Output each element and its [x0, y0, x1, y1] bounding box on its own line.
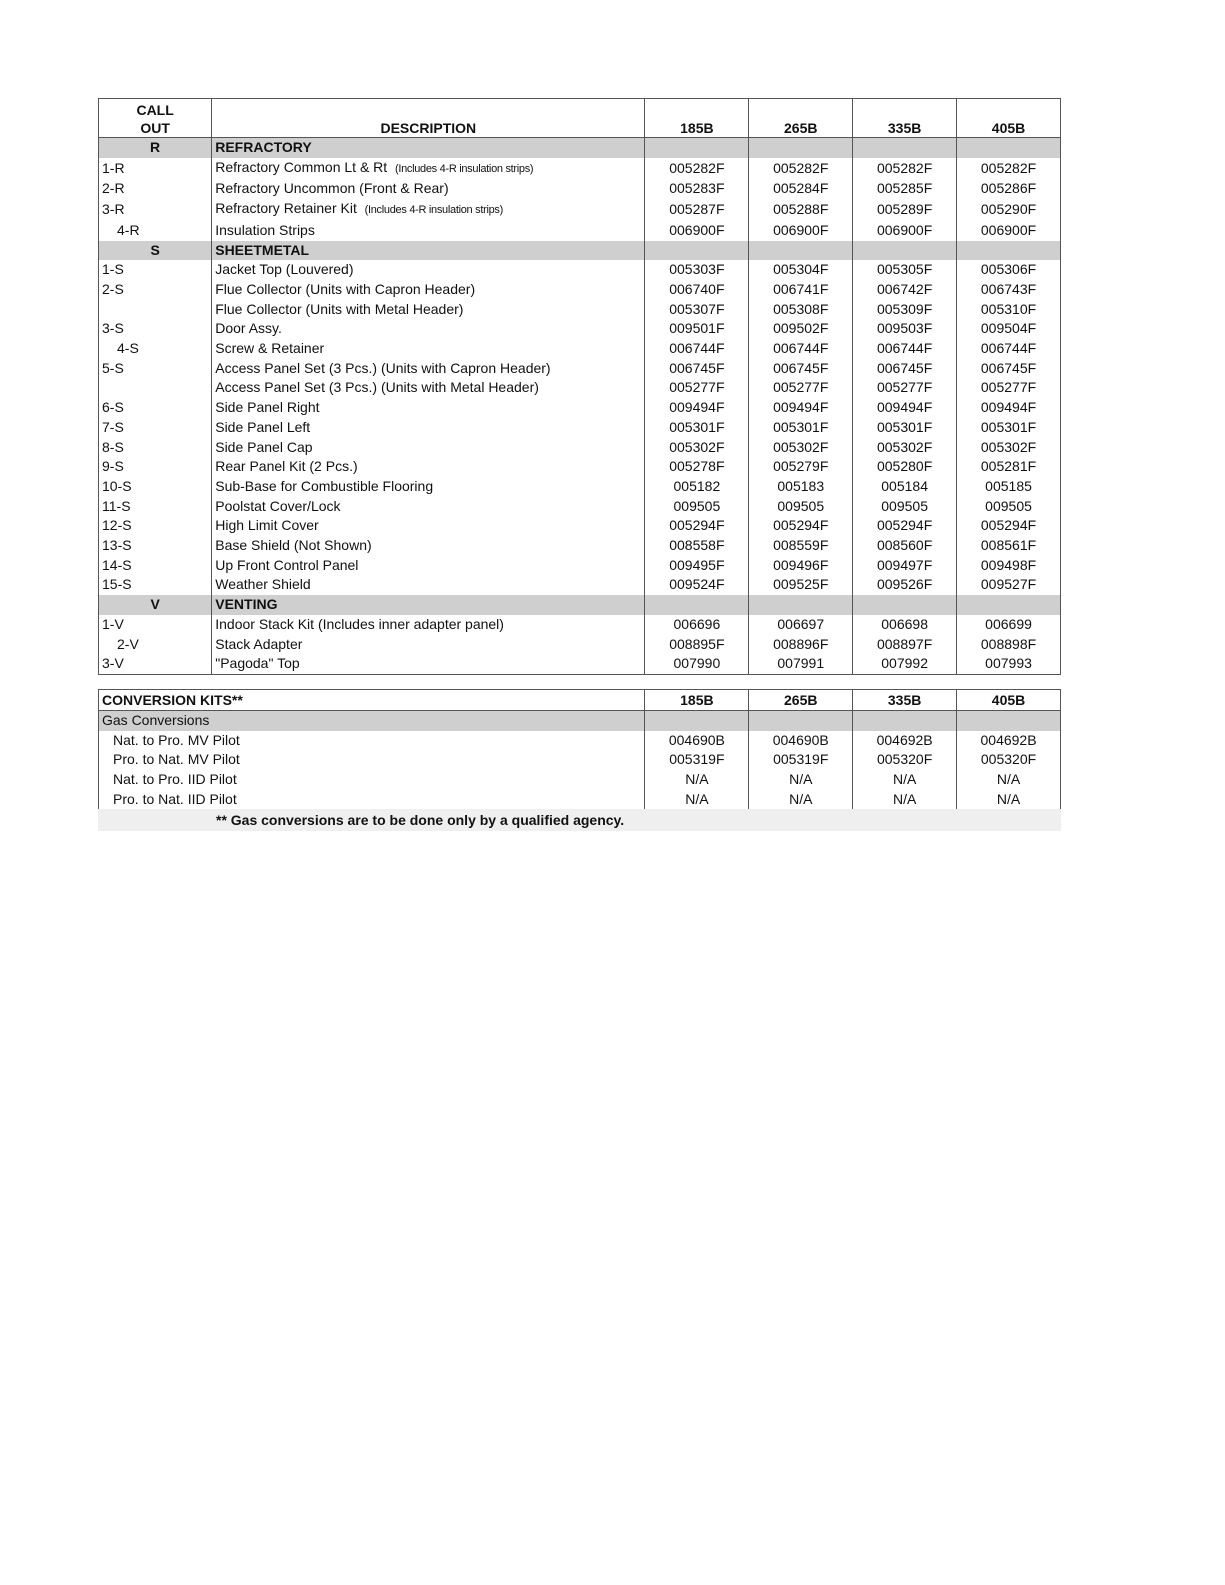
part-number-cell: 005302F [645, 438, 749, 458]
part-number-cell: N/A [749, 770, 853, 790]
table-row [99, 339, 1061, 359]
call-out-cell: 11-S [99, 497, 212, 517]
subsection-title: Gas Conversions [99, 711, 645, 731]
table-row [99, 497, 1061, 517]
call-out-cell: 2-V [99, 635, 212, 655]
part-number-cell: 005319F [645, 750, 749, 770]
table-row [99, 575, 1061, 595]
part-number-cell: 006745F [957, 359, 1061, 379]
call-out-cell: 4-R [99, 221, 212, 241]
part-number-cell: 005301F [853, 418, 957, 438]
description-text: Flue Collector (Units with Capron Header) [215, 280, 476, 297]
part-number-cell: 007990 [645, 654, 749, 674]
call-out-cell: 6-S [99, 398, 212, 418]
table-row [99, 280, 1061, 300]
description-cell: Pro. to Nat. MV Pilot [99, 750, 645, 770]
conversion-kits-title: CONVERSION KITS** [99, 690, 645, 711]
call-out-cell: 2-R [99, 179, 212, 199]
part-number-cell: 009497F [853, 556, 957, 576]
description-text: "Pagoda" Top [215, 655, 300, 672]
part-number-cell: 009503F [853, 319, 957, 339]
conversion-kits-body [99, 711, 1061, 811]
part-number-cell: 005182 [645, 477, 749, 497]
description-cell [212, 158, 645, 180]
description-cell: Nat. to Pro. IID Pilot [99, 770, 645, 790]
table-row [99, 516, 1061, 536]
part-number-cell: 005288F [749, 199, 853, 221]
section-code: V [99, 595, 212, 615]
table-row [99, 179, 1061, 199]
description-cell [212, 378, 645, 398]
part-number-cell: 005285F [853, 179, 957, 199]
part-number-cell: 005294F [957, 516, 1061, 536]
call-out-cell [99, 300, 212, 320]
description-text: Jacket Top (Louvered) [215, 261, 354, 278]
part-number-cell: 005294F [645, 516, 749, 536]
description-cell [212, 615, 645, 635]
part-number-cell: 009495F [645, 556, 749, 576]
part-number-cell: 005302F [957, 438, 1061, 458]
section-title: SHEETMETAL [212, 241, 645, 261]
part-number-cell: N/A [645, 770, 749, 790]
section-row [99, 241, 1061, 261]
description-cell [212, 300, 645, 320]
footnote [98, 809, 1061, 831]
part-number-cell: 008559F [749, 536, 853, 556]
part-number-cell: 009505 [853, 497, 957, 517]
call-out-cell: 3-S [99, 319, 212, 339]
description-text: High Limit Cover [215, 517, 319, 534]
table-row [99, 359, 1061, 379]
part-number-cell: 008897F [853, 635, 957, 655]
description-note: (Includes 4-R insulation strips) [364, 204, 503, 217]
table-row [99, 319, 1061, 339]
part-number-cell: 005320F [957, 750, 1061, 770]
section-cell [645, 711, 749, 731]
part-number-cell: 006900F [749, 221, 853, 241]
call-out-cell: 2-S [99, 280, 212, 300]
part-number-cell: 005277F [645, 378, 749, 398]
description-text: Insulation Strips [215, 221, 315, 238]
table-row [99, 790, 1061, 810]
part-number-cell: 005277F [749, 378, 853, 398]
section-cell [645, 241, 749, 261]
part-number-cell: 005290F [957, 199, 1061, 221]
part-number-cell: 009524F [645, 575, 749, 595]
subsection-row [99, 711, 1061, 731]
part-number-cell: 009498F [957, 556, 1061, 576]
part-number-cell: 005301F [957, 418, 1061, 438]
description-text: Indoor Stack Kit (Includes inner adapter panel) [215, 615, 504, 632]
part-number-cell: 005282F [645, 158, 749, 180]
part-number-cell: 005301F [749, 418, 853, 438]
part-number-cell: 009496F [749, 556, 853, 576]
part-number-cell: 009502F [749, 319, 853, 339]
description-cell [212, 319, 645, 339]
section-cell [957, 595, 1061, 615]
part-number-cell: N/A [645, 790, 749, 810]
call-out-cell: 1-R [99, 158, 212, 180]
part-number-cell: N/A [853, 770, 957, 790]
part-number-cell: N/A [957, 770, 1061, 790]
part-number-cell: 009494F [749, 398, 853, 418]
description-cell [212, 280, 645, 300]
table-row [99, 731, 1061, 751]
table-row [99, 300, 1061, 320]
section-cell [853, 595, 957, 615]
model-header: 335B [853, 99, 957, 138]
section-cell [853, 711, 957, 731]
model-header: 185B [645, 99, 749, 138]
part-number-cell: 009494F [957, 398, 1061, 418]
part-number-cell: 005289F [853, 199, 957, 221]
parts-table [98, 98, 1061, 675]
part-number-cell: 005308F [749, 300, 853, 320]
description-text: Up Front Control Panel [215, 556, 359, 573]
description-cell [212, 635, 645, 655]
part-number-cell: N/A [749, 790, 853, 810]
part-number-cell: 006900F [645, 221, 749, 241]
part-number-cell: 005319F [749, 750, 853, 770]
part-number-cell: 005282F [749, 158, 853, 180]
part-number-cell: 006699 [957, 615, 1061, 635]
table-row [99, 260, 1061, 280]
call-out-cell: 8-S [99, 438, 212, 458]
model-header: 265B [749, 99, 853, 138]
model-header: 405B [957, 99, 1061, 138]
model-header: 335B [853, 690, 957, 711]
description-cell [212, 575, 645, 595]
part-number-cell: 008558F [645, 536, 749, 556]
call-out-cell: 1-V [99, 615, 212, 635]
part-number-cell: 005278F [645, 457, 749, 477]
parts-table-header [99, 99, 1061, 138]
part-number-cell: 009525F [749, 575, 853, 595]
table-row [99, 418, 1061, 438]
description-text: Door Assy. [215, 320, 282, 337]
section-title: VENTING [212, 595, 645, 615]
part-number-cell: 004692B [853, 731, 957, 751]
section-code: R [99, 138, 212, 158]
part-number-cell: 009494F [645, 398, 749, 418]
part-number-cell: 009527F [957, 575, 1061, 595]
description-text: Stack Adapter [215, 635, 303, 652]
part-number-cell: 008896F [749, 635, 853, 655]
part-number-cell: 005286F [957, 179, 1061, 199]
description-cell [212, 654, 645, 674]
part-number-cell: 006900F [957, 221, 1061, 241]
part-number-cell: N/A [957, 790, 1061, 810]
description-cell [212, 179, 645, 199]
call-out-cell: 4-S [99, 339, 212, 359]
part-number-cell: 005306F [957, 260, 1061, 280]
part-number-cell: 005301F [645, 418, 749, 438]
part-number-cell: 008560F [853, 536, 957, 556]
part-number-cell: 005185 [957, 477, 1061, 497]
description-cell [212, 497, 645, 517]
call-out-cell: 10-S [99, 477, 212, 497]
description-text: Rear Panel Kit (2 Pcs.) [215, 458, 358, 475]
part-number-cell: 006900F [853, 221, 957, 241]
table-row [99, 654, 1061, 674]
description-note: (Includes 4-R insulation strips) [394, 162, 534, 175]
part-number-cell: 006744F [645, 339, 749, 359]
call-out-cell: 7-S [99, 418, 212, 438]
part-number-cell: 005284F [749, 179, 853, 199]
call-out-cell: 12-S [99, 516, 212, 536]
description-cell [212, 398, 645, 418]
description-text: Access Panel Set (3 Pcs.) (Units with Metal Header) [215, 379, 539, 396]
part-number-cell: 005283F [645, 179, 749, 199]
part-number-cell: 006742F [853, 280, 957, 300]
part-number-cell: 004690B [749, 731, 853, 751]
description-cell [212, 477, 645, 497]
table-row [99, 221, 1061, 241]
part-number-cell: 009505 [645, 497, 749, 517]
section-cell [957, 711, 1061, 731]
section-cell [749, 138, 853, 158]
call-out-cell: 5-S [99, 359, 212, 379]
table-row [99, 556, 1061, 576]
part-number-cell: 009526F [853, 575, 957, 595]
section-row [99, 595, 1061, 615]
part-number-cell: 004690B [645, 731, 749, 751]
part-number-cell: 006744F [853, 339, 957, 359]
table-row [99, 536, 1061, 556]
part-number-cell: 005320F [853, 750, 957, 770]
part-number-cell: 006696 [645, 615, 749, 635]
description-text: Side Panel Cap [215, 438, 313, 455]
part-number-cell: 007993 [957, 654, 1061, 674]
part-number-cell: 006697 [749, 615, 853, 635]
description-text: Base Shield (Not Shown) [215, 537, 372, 554]
table-row [99, 158, 1061, 180]
part-number-cell: 005282F [853, 158, 957, 180]
model-header: 185B [645, 690, 749, 711]
description-text: Weather Shield [215, 576, 311, 593]
section-cell [749, 711, 853, 731]
description-cell [212, 359, 645, 379]
part-number-cell: 005279F [749, 457, 853, 477]
description-cell [212, 339, 645, 359]
description-header: DESCRIPTION [212, 99, 645, 138]
part-number-cell: 005184 [853, 477, 957, 497]
part-number-cell: 006744F [749, 339, 853, 359]
part-number-cell: 005294F [853, 516, 957, 536]
call-out-cell [99, 378, 212, 398]
table-row [99, 750, 1061, 770]
description-text: Access Panel Set (3 Pcs.) (Units with Capron Header) [215, 359, 551, 376]
description-cell [212, 199, 645, 221]
part-number-cell: 005309F [853, 300, 957, 320]
part-number-cell: 005310F [957, 300, 1061, 320]
part-number-cell: 006741F [749, 280, 853, 300]
section-cell [749, 595, 853, 615]
part-number-cell: 009505 [749, 497, 853, 517]
part-number-cell: 005281F [957, 457, 1061, 477]
table-row [99, 457, 1061, 477]
part-number-cell: 005277F [853, 378, 957, 398]
part-number-cell: 005307F [645, 300, 749, 320]
table-row [99, 477, 1061, 497]
table-row [99, 635, 1061, 655]
description-text: Side Panel Right [215, 399, 320, 416]
description-text: Side Panel Left [215, 418, 311, 435]
call-out-cell: 14-S [99, 556, 212, 576]
description-text: Refractory Uncommon (Front & Rear) [215, 180, 449, 197]
part-number-cell: 005294F [749, 516, 853, 536]
part-number-cell: 005280F [853, 457, 957, 477]
footnote-text: ** Gas conversions are to be done only by a qualified agency. [216, 812, 625, 828]
description-text: Refractory Common Lt & Rt [215, 158, 388, 175]
table-row [99, 438, 1061, 458]
conversion-kits-header [99, 690, 1061, 711]
part-number-cell: 008898F [957, 635, 1061, 655]
part-number-cell: 006744F [957, 339, 1061, 359]
part-number-cell: 008895F [645, 635, 749, 655]
part-number-cell: 007992 [853, 654, 957, 674]
part-number-cell: 005305F [853, 260, 957, 280]
call-out-cell: 13-S [99, 536, 212, 556]
description-cell [212, 221, 645, 241]
part-number-cell: 006745F [853, 359, 957, 379]
call-out-cell: 1-S [99, 260, 212, 280]
description-text: Flue Collector (Units with Metal Header) [215, 300, 464, 317]
section-cell [749, 241, 853, 261]
part-number-cell: 008561F [957, 536, 1061, 556]
section-title: REFRACTORY [212, 138, 645, 158]
part-number-cell: 007991 [749, 654, 853, 674]
table-row [99, 378, 1061, 398]
description-cell [212, 516, 645, 536]
part-number-cell: 004692B [957, 731, 1061, 751]
table-row [99, 398, 1061, 418]
part-number-cell: 005304F [749, 260, 853, 280]
part-number-cell: 009494F [853, 398, 957, 418]
section-cell [645, 595, 749, 615]
part-number-cell: 006743F [957, 280, 1061, 300]
call-out-cell: 3-V [99, 654, 212, 674]
part-number-cell: 005183 [749, 477, 853, 497]
description-text: Refractory Retainer Kit [215, 200, 357, 217]
part-number-cell: 005282F [957, 158, 1061, 180]
part-number-cell: 005287F [645, 199, 749, 221]
part-number-cell: 009504F [957, 319, 1061, 339]
part-number-cell: 006740F [645, 280, 749, 300]
parts-table-body [99, 138, 1061, 675]
call-out-cell: 3-R [99, 199, 212, 221]
section-cell [957, 241, 1061, 261]
table-row [99, 615, 1061, 635]
model-header: 265B [749, 690, 853, 711]
section-row [99, 138, 1061, 158]
section-cell [853, 138, 957, 158]
section-cell [957, 138, 1061, 158]
part-number-cell: N/A [853, 790, 957, 810]
call-out-cell: 9-S [99, 457, 212, 477]
description-cell [212, 260, 645, 280]
call-out-header: CALL OUT [99, 99, 212, 138]
part-number-cell: 005302F [749, 438, 853, 458]
part-number-cell: 005303F [645, 260, 749, 280]
description-text: Screw & Retainer [215, 340, 325, 357]
part-number-cell: 006745F [645, 359, 749, 379]
part-number-cell: 005277F [957, 378, 1061, 398]
conversion-kits-table [98, 689, 1061, 811]
description-cell: Pro. to Nat. IID Pilot [99, 790, 645, 810]
section-cell [645, 138, 749, 158]
part-number-cell: 009505 [957, 497, 1061, 517]
table-row [99, 770, 1061, 790]
description-cell: Nat. to Pro. MV Pilot [99, 731, 645, 751]
part-number-cell: 006698 [853, 615, 957, 635]
table-row [99, 199, 1061, 221]
part-number-cell: 009501F [645, 319, 749, 339]
section-code: S [99, 241, 212, 261]
description-cell [212, 438, 645, 458]
description-cell [212, 418, 645, 438]
description-cell [212, 536, 645, 556]
call-out-cell: 15-S [99, 575, 212, 595]
description-cell [212, 556, 645, 576]
part-number-cell: 005302F [853, 438, 957, 458]
model-header: 405B [957, 690, 1061, 711]
description-cell [212, 457, 645, 477]
description-text: Poolstat Cover/Lock [215, 497, 341, 514]
part-number-cell: 006745F [749, 359, 853, 379]
section-cell [853, 241, 957, 261]
description-text: Sub-Base for Combustible Flooring [215, 477, 434, 494]
